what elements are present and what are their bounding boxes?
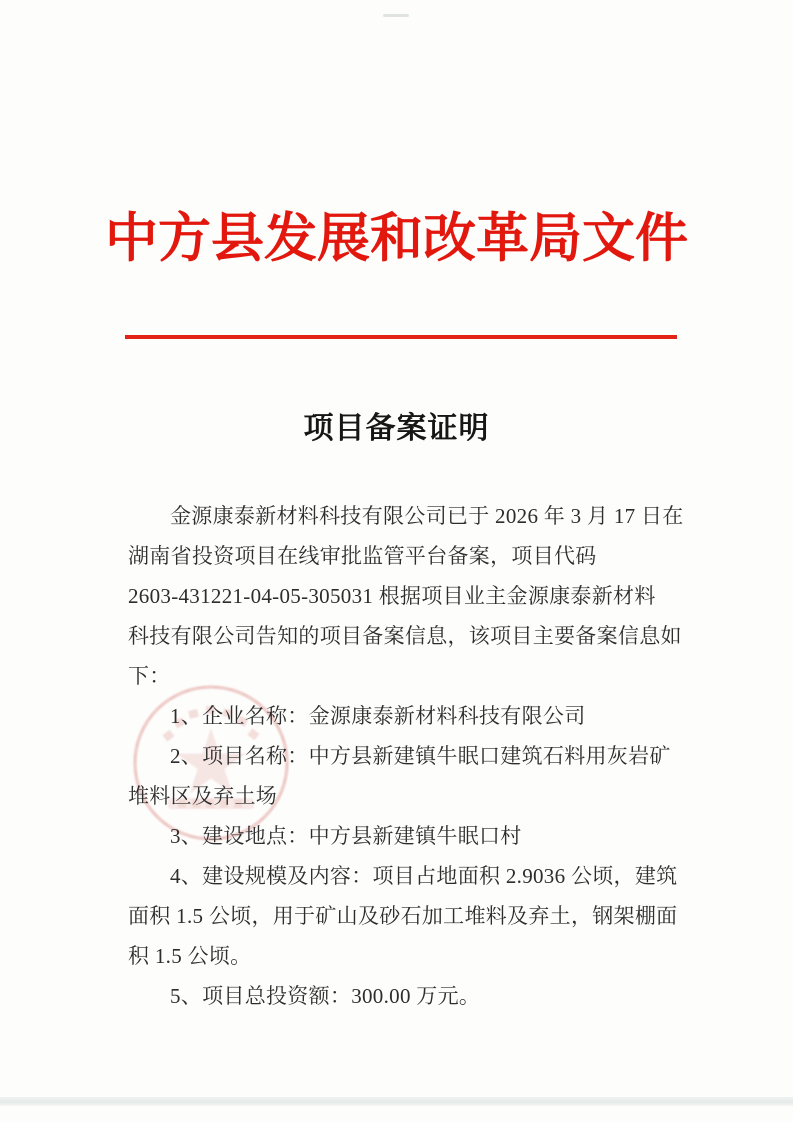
body-line: 堆料区及弃土场: [128, 784, 278, 808]
document-title: 项目备案证明: [303, 412, 490, 445]
red-divider-rule: [125, 335, 677, 339]
body-line-item-2: 2、项目名称：中方县新建镇牛眠口建筑石料用灰岩矿: [170, 744, 671, 768]
body-line: 2603-431221-04-05-305031 根据项目业主金源康泰新材料: [128, 584, 656, 608]
body-line: 湖南省投资项目在线审批监管平台备案，项目代码: [128, 544, 597, 568]
document-body: [128, 496, 684, 1016]
body-line: 面积 1.5 公顷，用于矿山及砂石加工堆料及弃土，钢架棚面: [128, 904, 678, 928]
scan-artifact: [383, 14, 409, 17]
body-line-item-3: 3、建设地点：中方县新建镇牛眠口村: [170, 824, 522, 848]
body-line-item-4: 4、建设规模及内容：项目占地面积 2.9036 公顷，建筑: [170, 864, 678, 888]
body-line: 下：: [128, 664, 171, 688]
agency-header-title: 中方县发展和改革局文件: [105, 210, 688, 268]
body-line: 科技有限公司告知的项目备案信息，该项目主要备案信息如: [128, 624, 682, 648]
body-line-item-1: 1、企业名称：金源康泰新材料科技有限公司: [170, 704, 586, 728]
body-line: 金源康泰新材料科技有限公司已于 2026 年 3 月 17 日在: [170, 504, 684, 528]
body-line-item-5: 5、项目总投资额：300.00 万元。: [170, 984, 481, 1008]
scan-edge-shadow: [0, 1097, 793, 1106]
body-line: 积 1.5 公顷。: [128, 944, 252, 968]
